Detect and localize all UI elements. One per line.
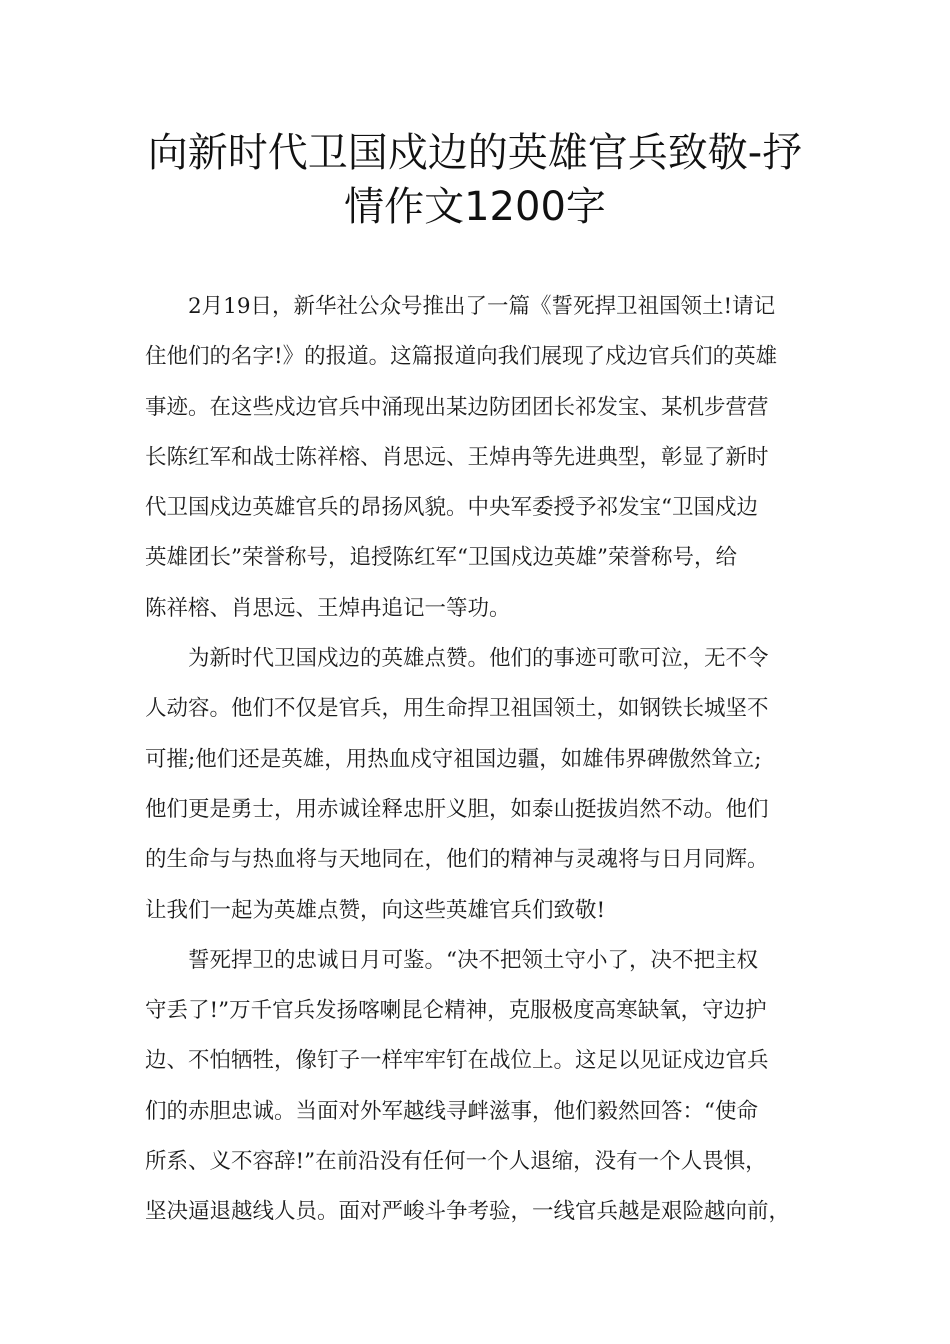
paragraph-3 (145, 936, 825, 1238)
text-line: 事迹。在这些戍边官兵中涌现出某边防团团长祁发宝、某机步营营 (145, 394, 769, 420)
text-line: 让我们一起为英雄点赞，向这些英雄官兵们致敬! (145, 897, 606, 923)
paragraph-2 (145, 634, 825, 936)
text-line: 边、不怕牺牲，像钉子一样牢牢钉在战位上。这足以见证戍边官兵 (145, 1048, 769, 1074)
text-line: 所系、义不容辞!”在前沿没有任何一个人退缩，没有一个人畏惧， (145, 1149, 767, 1175)
text-line: 们的赤胆忠诚。当面对外军越线寻衅滋事，他们毅然回答：“使命 (145, 1098, 758, 1124)
text-line: 英雄团长”荣誉称号，追授陈红军“卫国戍边英雄”荣誉称号，给 (145, 545, 737, 571)
text-line: 可摧;他们还是英雄，用热血戍守祖国边疆，如雄伟界碑傲然耸立; (145, 746, 762, 772)
text-line: 住他们的名字!》的报道。这篇报道向我们展现了戍边官兵们的英雄 (145, 344, 778, 370)
text-line: 的生命与与热血将与天地同在，他们的精神与灵魂将与日月同辉。 (145, 847, 769, 873)
title-line-2: 情作文1200字 (344, 184, 606, 230)
text-line: 人动容。他们不仅是官兵，用生命捍卫祖国领土，如钢铁长城坚不 (145, 696, 769, 722)
text-line: 为新时代卫国戍边的英雄点赞。他们的事迹可歌可泣，无不令 (188, 646, 769, 672)
document-title (100, 126, 850, 234)
text-line: 陈祥榕、肖思远、王焯冉追记一等功。 (145, 595, 511, 621)
title-line-1: 向新时代卫国戍边的英雄官兵致敬-抒 (147, 130, 803, 176)
text-line: 长陈红军和战士陈祥榕、肖思远、王焯冉等先进典型，彰显了新时 (145, 444, 769, 470)
text-line: 坚决逼退越线人员。面对严峻斗争考验，一线官兵越是艰险越向前， (145, 1199, 791, 1225)
text-line: 守丢了!”万千官兵发扬喀喇昆仑精神，克服极度高寒缺氧，守边护 (145, 998, 767, 1024)
paragraph-1 (145, 282, 825, 634)
text-line: 代卫国戍边英雄官兵的昂扬风貌。中央军委授予祁发宝“卫国戍边 (145, 495, 758, 521)
text-line: 誓死捍卫的忠诚日月可鉴。“决不把领土守小了，决不把主权 (188, 947, 758, 973)
article-body (145, 282, 825, 1238)
text-line: 2月19日，新华社公众号推出了一篇《誓死捍卫祖国领土!请记 (188, 294, 776, 319)
text-line: 他们更是勇士，用赤诚诠释忠肝义胆，如泰山挺拔岿然不动。他们 (145, 796, 769, 822)
